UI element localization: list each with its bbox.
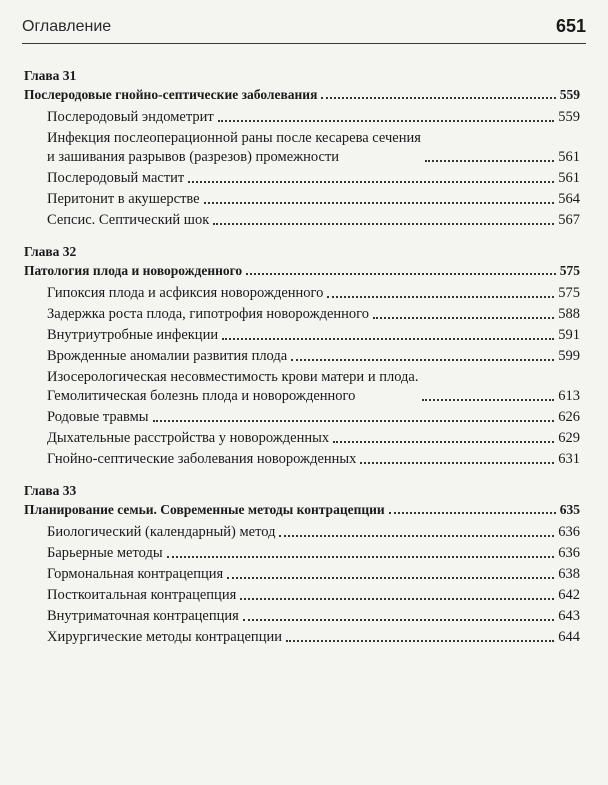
leader-dots xyxy=(188,181,554,183)
toc-entry[interactable] xyxy=(24,450,580,469)
leader-dots xyxy=(222,338,554,340)
chapter-heading[interactable] xyxy=(24,85,580,104)
page-ref: 644 xyxy=(558,629,580,645)
leader-dots xyxy=(286,640,554,642)
entry-text: Сепсис. Септический шок xyxy=(47,212,210,228)
page-ref: 564 xyxy=(558,191,580,207)
leader-dots xyxy=(333,441,554,443)
entry-text: Биологический (календарный) метод xyxy=(47,524,276,540)
toc-entry[interactable] xyxy=(24,284,580,303)
page-ref: 567 xyxy=(558,212,580,228)
leader-dots xyxy=(279,535,554,537)
entry-text: Гормональная контрацепция xyxy=(47,566,224,582)
chapter-33 xyxy=(24,482,580,647)
toc-entry[interactable] xyxy=(24,368,580,406)
entry-text xyxy=(47,129,421,167)
leader-dots xyxy=(167,556,555,558)
entry-text: Дыхательные расстройства у новорожденных xyxy=(47,430,330,446)
leader-dots xyxy=(218,120,555,122)
entry-text-line2: и зашивания разрывов (разрезов) промежности xyxy=(47,149,340,165)
toc-entry[interactable] xyxy=(24,628,580,647)
chapter-31 xyxy=(24,67,580,230)
page-ref: 636 xyxy=(558,524,580,540)
toc-entry[interactable] xyxy=(24,129,580,167)
entry-text-line1: Изосерологическая несовместимость крови матери и плода. xyxy=(47,369,419,385)
leader-dots xyxy=(360,462,554,464)
page-ref: 642 xyxy=(558,587,580,603)
leader-dots xyxy=(327,296,554,298)
entry-text: Врожденные аномалии развития плода xyxy=(47,348,288,364)
entry-text: Внутриутробные инфекции xyxy=(47,327,219,343)
chapter-label: Глава 32 xyxy=(24,244,77,259)
header-rule xyxy=(22,43,586,44)
entry-text: Гнойно-септические заболевания новорожденных xyxy=(47,451,357,467)
entry-text: Внутриматочная контрацепция xyxy=(47,608,239,624)
entry-text: Посткоитальная контрацепция xyxy=(47,587,237,603)
page-ref: 613 xyxy=(558,388,580,404)
page-ref: 626 xyxy=(558,409,580,425)
leader-dots xyxy=(204,202,555,204)
leader-dots xyxy=(291,359,554,361)
leader-dots xyxy=(240,598,554,600)
page-ref: 588 xyxy=(558,306,580,322)
chapter-heading[interactable] xyxy=(24,261,580,280)
page-ref: 629 xyxy=(558,430,580,446)
leader-dots xyxy=(422,399,554,401)
page-ref: 561 xyxy=(558,149,580,165)
toc-entry[interactable] xyxy=(24,326,580,345)
page-number: 651 xyxy=(555,16,586,36)
page-ref: 638 xyxy=(558,566,580,582)
chapter-32 xyxy=(24,243,580,469)
entry-text-line1: Инфекция послеоперационной раны после кесарева сечения xyxy=(47,130,421,146)
leader-dots xyxy=(389,512,556,514)
leader-dots xyxy=(153,420,555,422)
toc-entry[interactable] xyxy=(24,429,580,448)
page-ref: 631 xyxy=(558,451,580,467)
leader-dots xyxy=(243,619,554,621)
running-title: Оглавление xyxy=(22,18,112,35)
entry-text: Хирургические методы контрацепции xyxy=(47,629,282,645)
entry-text: Перитонит в акушерстве xyxy=(47,191,200,207)
toc-entry[interactable] xyxy=(24,108,580,127)
entry-text: Послеродовый мастит xyxy=(47,170,185,186)
toc-entry[interactable] xyxy=(24,211,580,230)
leader-dots xyxy=(213,223,554,225)
page-ref: 575 xyxy=(558,285,580,301)
page-ref: 575 xyxy=(559,263,580,278)
chapter-label: Глава 31 xyxy=(24,68,77,83)
toc-entry[interactable] xyxy=(24,169,580,188)
leader-dots xyxy=(425,160,554,162)
page-ref: 635 xyxy=(559,502,580,517)
entry-text: Барьерные методы xyxy=(47,545,163,561)
chapter-heading-text: Послеродовые гнойно-септические заболевания xyxy=(24,87,318,102)
page-ref: 559 xyxy=(559,87,580,102)
toc-entry[interactable] xyxy=(24,586,580,605)
page-ref: 599 xyxy=(558,348,580,364)
toc-entry[interactable] xyxy=(24,565,580,584)
toc-entry[interactable] xyxy=(24,347,580,366)
chapter-heading-text: Планирование семьи. Современные методы контрацепции xyxy=(24,502,385,517)
leader-dots xyxy=(373,317,554,319)
chapter-heading[interactable] xyxy=(24,500,580,519)
leader-dots xyxy=(246,273,556,275)
page-ref: 591 xyxy=(558,327,580,343)
entry-text: Задержка роста плода, гипотрофия новорожденного xyxy=(47,306,370,322)
page-ref: 559 xyxy=(558,109,580,125)
page-ref: 561 xyxy=(558,170,580,186)
entry-text: Родовые травмы xyxy=(47,409,149,425)
chapter-label: Глава 33 xyxy=(24,483,77,498)
toc-entry[interactable] xyxy=(24,305,580,324)
entry-text: Послеродовый эндометрит xyxy=(47,109,214,125)
page-ref: 643 xyxy=(558,608,580,624)
leader-dots xyxy=(321,97,555,99)
entry-text: Гипоксия плода и асфиксия новорожденного xyxy=(47,285,324,301)
chapter-heading-text: Патология плода и новорожденного xyxy=(24,263,243,278)
toc-entry[interactable] xyxy=(24,607,580,626)
toc-entry[interactable] xyxy=(24,408,580,427)
page-ref: 636 xyxy=(558,545,580,561)
table-of-contents xyxy=(24,67,580,660)
page-header xyxy=(22,14,586,44)
toc-entry[interactable] xyxy=(24,523,580,542)
leader-dots xyxy=(227,577,554,579)
entry-text xyxy=(47,368,418,406)
toc-entry[interactable] xyxy=(24,190,580,209)
entry-text-line2: Гемолитическая болезнь плода и новорожденного xyxy=(47,388,356,404)
toc-entry[interactable] xyxy=(24,544,580,563)
